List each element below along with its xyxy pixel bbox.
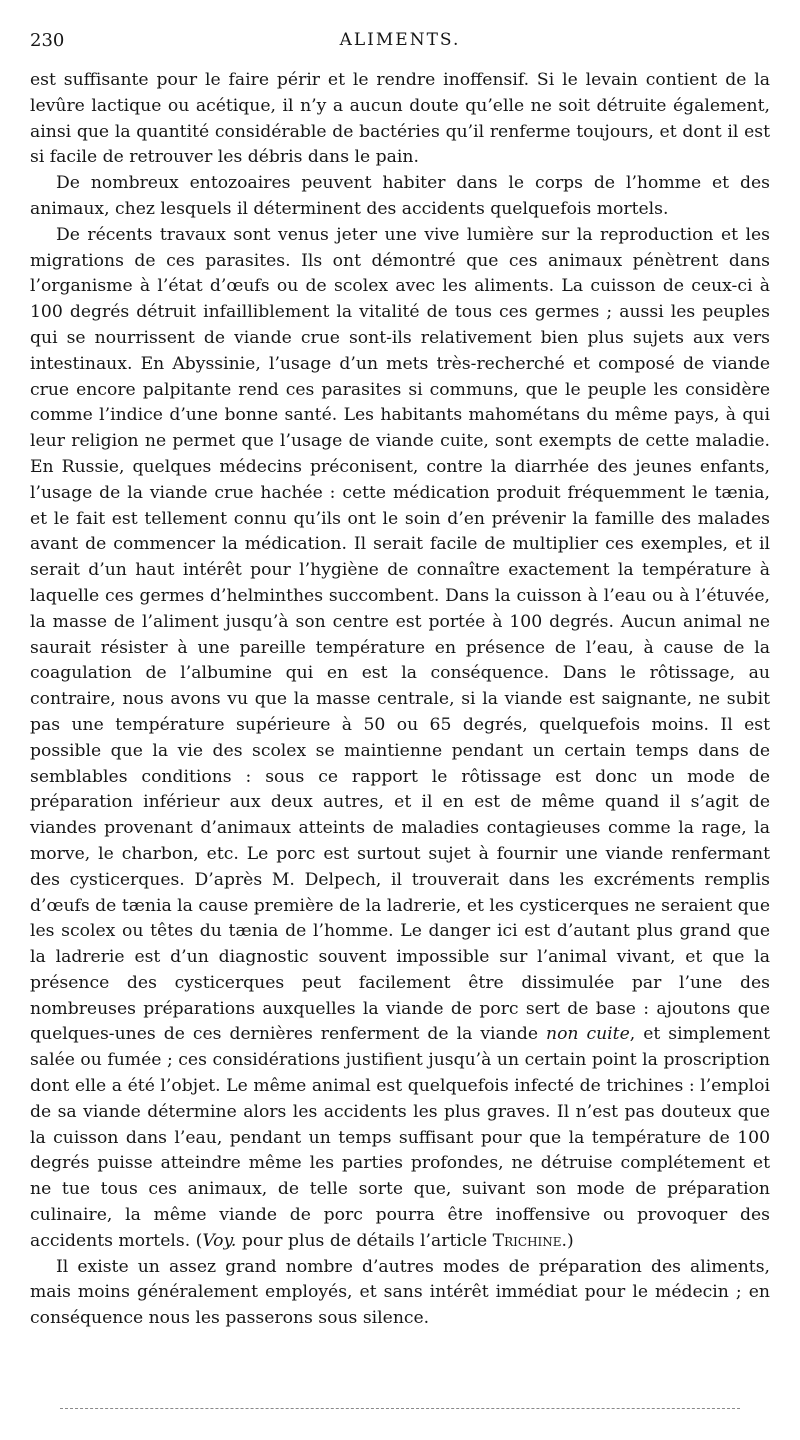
text-span: .)	[561, 1230, 574, 1251]
text-span: non cuite	[546, 1024, 630, 1045]
body-text	[30, 68, 770, 1332]
page-number: 230	[30, 30, 65, 51]
text-span: De récents travaux sont venus jeter une vive lumière sur la reproduction et les migrations de ces parasites. Ils ont démontré que ces animaux pénètrent dans l’organisme à l’état d’œufs ou de scolex avec les aliments. La cuisson de ceux-ci à 100 degrés détruit infailliblement la vitalité de tous ces germes ; aussi les peuples qui se nourrissent de viande crue sont-ils relativement bien plus sujets aux vers intestinaux. En Abyssinie, l’usage d’un mets très-recherché et composé de viande crue encore palpitante rend ces parasites si communs, que le peuple les considère comme l’indice d’une bonne santé. Les habitants mahométans du même pays, à qui leur religion ne permet que l’usage de viande cuite, sont exempts de cette maladie. En Russie, quelques médecins préconisent, contre la diarrhée des jeunes enfants, l’usage de la viande crue hachée : cette médication produit fréquemment le tænia, et le fait est tellement connu qu’ils ont le soin d’en prévenir la famille des malades avant de commencer la médication. Il serait facile de multiplier ces exemples, et il serait d’un haut intérêt pour l’hygiène de connaître exactement la température à laquelle ces germes d’helminthes succombent. Dans la cuisson à l’eau ou à l’étuvée, la masse de l’aliment jusqu’à son centre est portée à 100 degrés. Aucun animal ne saurait résister à une pareille température en présence de l’eau, à cause de la coagulation de l’albumine qui en est la conséquence. Dans le rôtissage, au contraire, nous avons vu que la masse centrale, si la viande est saignante, ne subit pas une température supérieure à 50 ou 65 degrés, quelquefois moins. Il est possible que la vie des scolex se maintienne pendant un certain temps dans de semblables conditions : sous ce rapport le rôtissage est donc un mode de préparation inférieur aux deux autres, et il en est de même quand il s’agit de viandes provenant d’animaux atteints de maladies contagieuses comme la rage, la morve, le charbon, etc. Le porc est surtout sujet à fournir une viande renfermant des cysticerques. D’après M. Delpech, il trouverait dans les excréments remplis d’œufs de tænia la cause première de la ladrerie, et les cysticerques ne seraient que les scolex ou têtes du tænia de l’homme. Le danger ici est d’autant plus grand que la ladrerie est d’un diagnostic souvent impossible sur l’animal vivant, et que la présence des cysticerques peut facilement être dissimulée par l’une des nombreuses préparations auxquelles la viande de porc sert de base : ajoutons que quelques-unes de ces dernières renferment de la viande	[30, 224, 770, 1045]
text-span: De nombreux entozoaires peuvent habiter dans le corps de l’homme et des animaux, chez lesquels il déterminent des accidents quelquefois mortels.	[30, 173, 770, 219]
text-span: est suffisante pour le faire périr et le rendre inoffensif. Si le levain contient de la levûre lactique ou acétique, il n’y a aucun doute qu’elle ne soit détruite également, ainsi que la quantité considérable de bactéries qu’il renferme toujours, et dont il est si facile de retrouver les débris dans le pain.	[30, 70, 770, 168]
book-page	[30, 28, 770, 1332]
text-span: , et simplement salée ou fumée ; ces considérations justifient jusqu’à un certain point la proscription dont elle a été l’objet. Le même animal est quelquefois infecté de trichines : l’emploi de sa viande détermine alors les accidents les plus graves. Il n’est pas douteux que la cuisson dans l’eau, pendant un temps suffisant pour que la température de 100 degrés puisse atteindre même les parties profondes, ne détruise complétement et ne tue tous ces animaux, de telle sorte que, suivant son mode de préparation culinaire, la même viande de porc pourra être inoffensive ou provoquer des accidents mortels. (	[30, 1024, 770, 1251]
text-span: Il existe un assez grand nombre d’autres modes de préparation des aliments, mais moins généralement employés, et sans intérêt immédiat pour le médecin ; en conséquence nous les passerons sous silence.	[30, 1256, 770, 1329]
paragraph-conclusion	[30, 1255, 770, 1332]
page-header	[30, 28, 770, 58]
text-span: Voy.	[202, 1230, 237, 1251]
paragraph-parasites	[30, 223, 770, 1255]
text-span: pour plus de détails l’article	[236, 1230, 493, 1251]
running-head: ALIMENTS.	[339, 30, 461, 50]
paragraph-entozoaires	[30, 171, 770, 223]
paragraph-intro	[30, 68, 770, 171]
text-span: Trichine	[492, 1230, 562, 1251]
footer-rule	[60, 1408, 740, 1409]
